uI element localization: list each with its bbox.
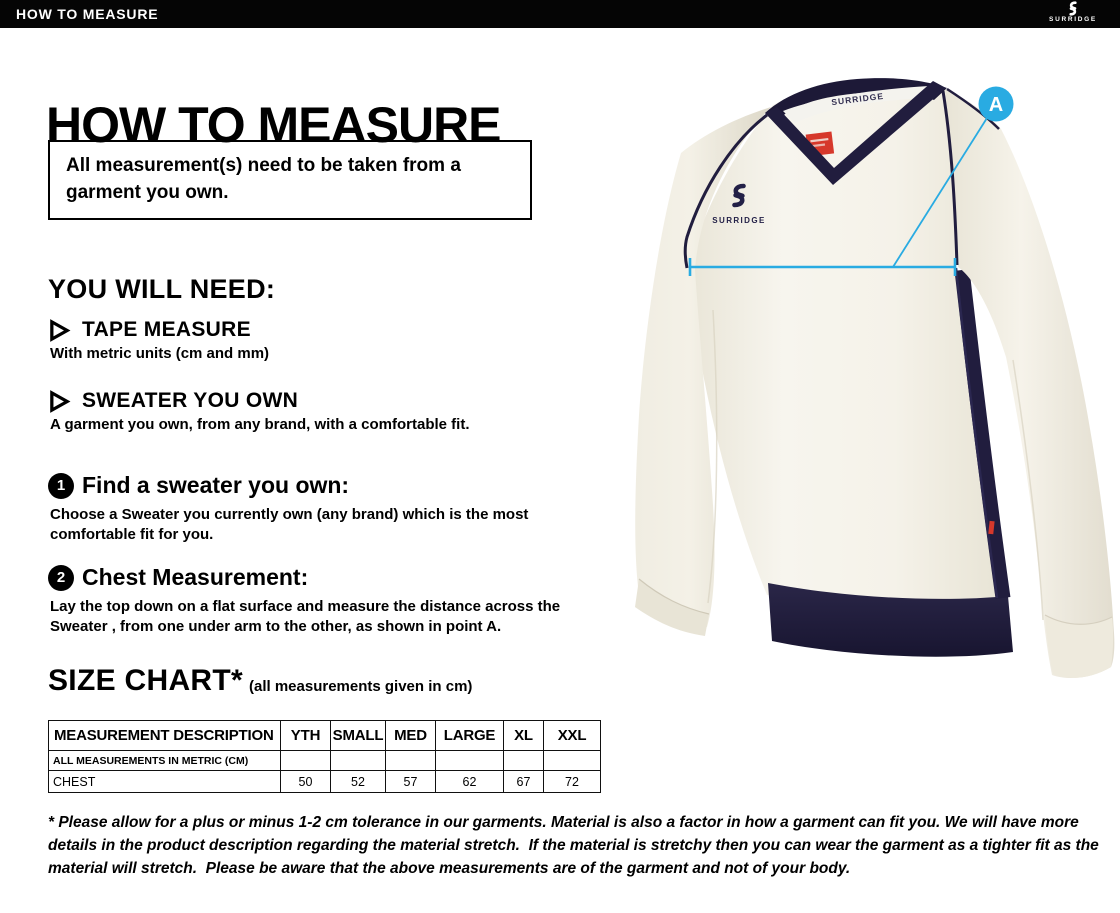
cell: 57 xyxy=(386,771,436,793)
need-item-head xyxy=(48,389,469,413)
col-header: LARGE xyxy=(436,721,504,751)
size-chart-table xyxy=(48,720,601,793)
page-title: HOW TO MEASURE xyxy=(46,96,501,153)
step-description: Lay the top down on a flat surface and measure the distance across the Sweater , from one under arm to the other, as shown in point A. xyxy=(50,598,561,636)
step-number-badge: 2 xyxy=(48,565,74,591)
table-header-row xyxy=(49,721,601,751)
cell xyxy=(544,751,601,771)
row-label: ALL MEASUREMENTS IN METRIC (CM) xyxy=(49,751,281,771)
step-title: Find a sweater you own: xyxy=(82,472,350,498)
play-triangle-icon xyxy=(48,319,71,342)
step-1 xyxy=(48,472,590,546)
top-bar xyxy=(0,0,1120,28)
need-item-description: A garment you own, from any brand, with a comfortable fit. xyxy=(50,416,470,433)
need-item-label: TAPE MEASURE xyxy=(82,318,251,341)
size-chart-title: SIZE CHART* xyxy=(48,664,243,697)
product-photo xyxy=(615,55,1120,685)
need-item-description: With metric units (cm and mm) xyxy=(50,345,270,362)
collar-tape-brand: SURRIDGE xyxy=(830,90,885,108)
step-head xyxy=(48,472,590,499)
row-label: CHEST xyxy=(49,771,281,793)
point-a-label: A xyxy=(988,94,1004,116)
step-head xyxy=(48,564,590,591)
cell: 72 xyxy=(544,771,601,793)
play-triangle-icon xyxy=(48,390,71,413)
top-bar-title: HOW TO MEASURE xyxy=(16,6,159,22)
cell xyxy=(504,751,544,771)
col-header: MED xyxy=(386,721,436,751)
need-item-sweater xyxy=(48,389,469,433)
surridge-wordmark: SURRIDGE xyxy=(1049,16,1097,23)
need-item-label: SWEATER YOU OWN xyxy=(82,389,299,412)
table-row xyxy=(49,751,601,771)
step-2 xyxy=(48,564,590,638)
you-will-need-heading: YOU WILL NEED: xyxy=(48,274,276,305)
col-header: SMALL xyxy=(331,721,386,751)
chest-logo-wordmark: SURRIDGE xyxy=(712,216,766,225)
step-number-badge: 1 xyxy=(48,473,74,499)
cell: 62 xyxy=(436,771,504,793)
sweater-illustration xyxy=(615,55,1120,685)
cell xyxy=(281,751,331,771)
step-title: Chest Measurement: xyxy=(82,564,309,590)
size-chart-subtitle: (all measurements given in cm) xyxy=(248,678,473,695)
surridge-logo xyxy=(1036,1,1110,28)
cell xyxy=(436,751,504,771)
measurement-note-box xyxy=(48,140,532,220)
step-description: Choose a Sweater you currently own (any brand) which is the most comfortable fit for you. xyxy=(50,506,529,544)
col-header: XL xyxy=(504,721,544,751)
cell: 67 xyxy=(504,771,544,793)
surridge-s-icon xyxy=(1065,1,1081,16)
size-chart-heading xyxy=(48,664,472,698)
cell xyxy=(386,751,436,771)
cell: 52 xyxy=(331,771,386,793)
table-row xyxy=(49,771,601,793)
col-header: YTH xyxy=(281,721,331,751)
tolerance-disclaimer: * Please allow for a plus or minus 1-2 cm tolerance in our garments. Material is also a factor in how a garment can fit you. We will have more details in the product description regarding the material stretch. If the material is stretchy then you can wear the garment as a tighter fit as the material will stretch. Please be aware that the above measurements are of the garment and not of your body. xyxy=(48,814,1104,877)
measurement-note-text: All measurement(s) need to be taken from a garment you own. xyxy=(66,155,461,203)
need-item-head xyxy=(48,318,269,342)
cell: 50 xyxy=(281,771,331,793)
col-header: MEASUREMENT DESCRIPTION xyxy=(49,721,281,751)
col-header: XXL xyxy=(544,721,601,751)
need-item-tape-measure xyxy=(48,318,269,362)
cell xyxy=(331,751,386,771)
point-a-marker xyxy=(979,87,1014,122)
